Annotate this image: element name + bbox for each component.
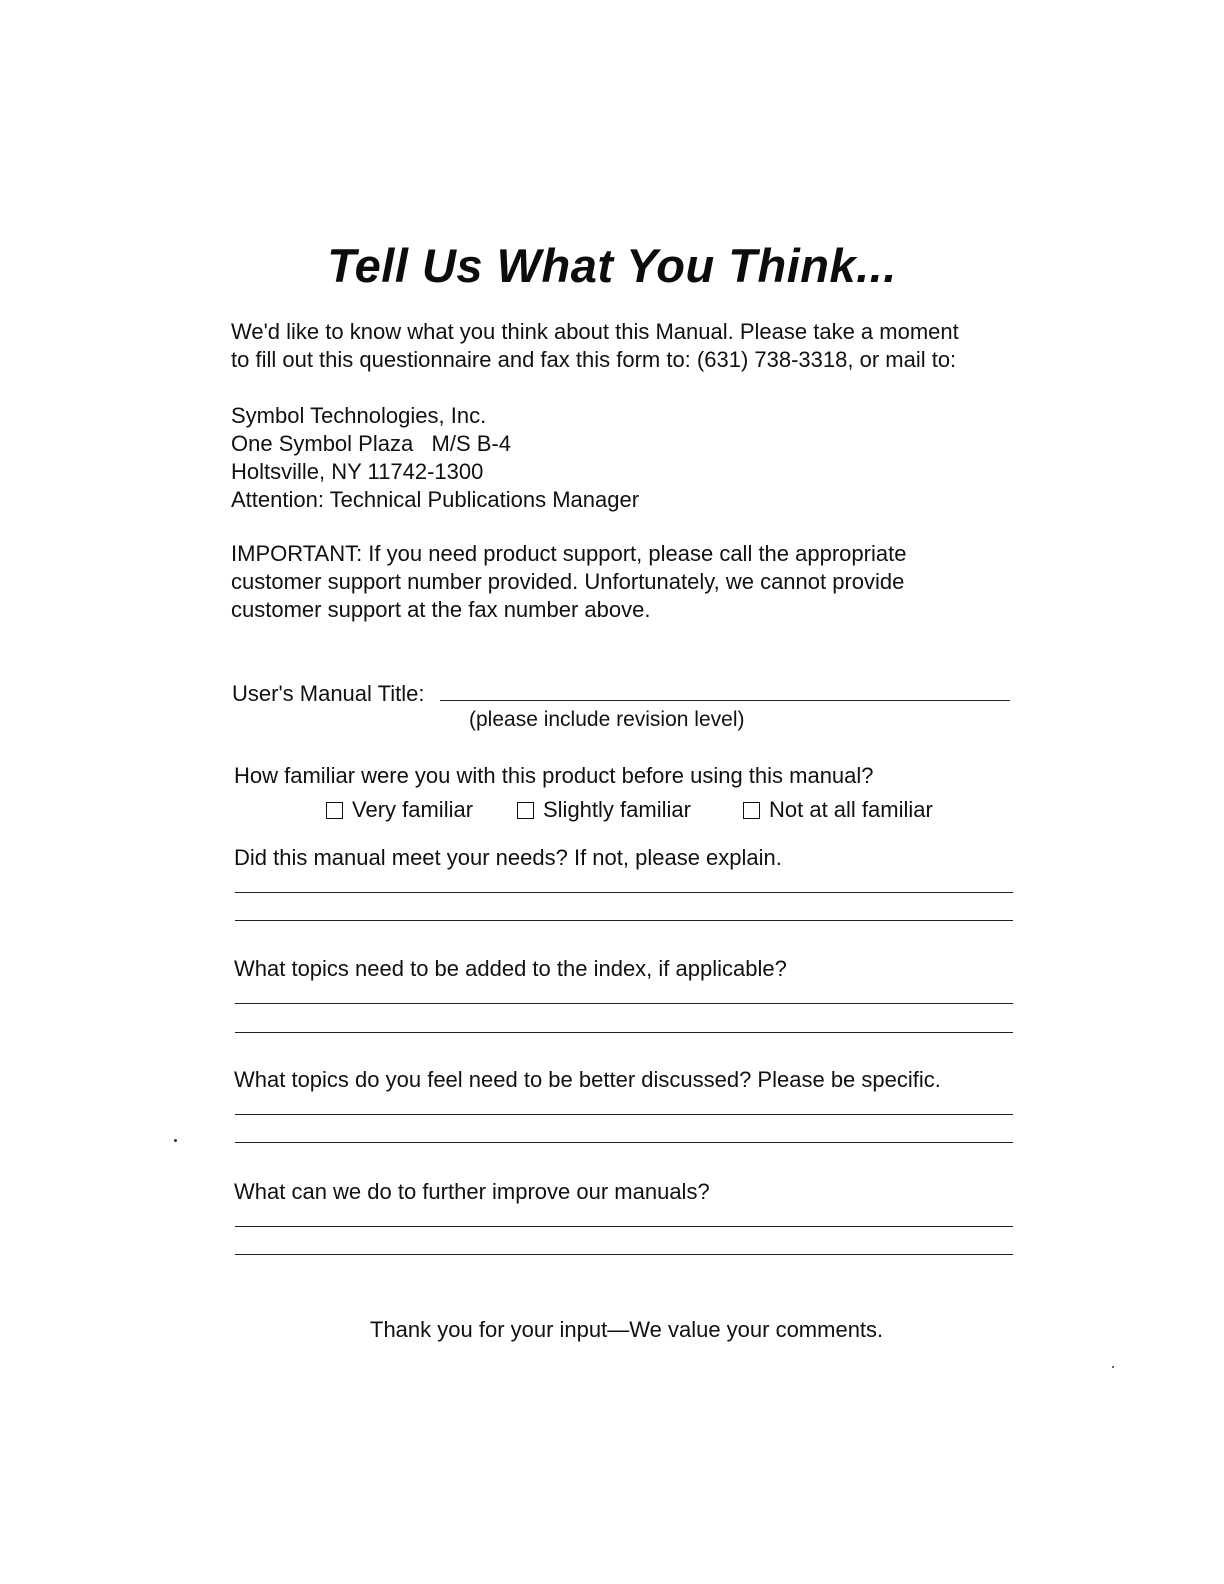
needs-question: Did this manual meet your needs? If not, please explain.: [234, 845, 782, 870]
intro-paragraph: [231, 318, 1051, 374]
important-line-3: customer support at the fax number above.: [231, 597, 651, 622]
option-slightly-familiar-label: Slightly familiar: [543, 797, 691, 822]
address-attention: Attention: Technical Publications Manager: [231, 487, 640, 512]
improve-question: What can we do to further improve our manuals?: [234, 1179, 710, 1204]
scan-speck: [1112, 1366, 1114, 1368]
improve-answer-line-2[interactable]: [235, 1254, 1013, 1255]
intro-line-2: to fill out this questionnaire and fax this form to: (631) 738-3318, or mail to:: [231, 347, 957, 372]
option-not-familiar-label: Not at all familiar: [769, 797, 933, 822]
needs-answer-line-1[interactable]: [235, 892, 1013, 893]
important-line-2: customer support number provided. Unfortunately, we cannot provide: [231, 569, 905, 594]
intro-line-1: We'd like to know what you think about this Manual. Please take a moment: [231, 319, 959, 344]
checkbox-slightly-familiar[interactable]: [517, 802, 534, 819]
page-title: Tell Us What You Think...: [327, 239, 897, 292]
improve-answer-line-1[interactable]: [235, 1226, 1013, 1227]
index-answer-line-2[interactable]: [235, 1032, 1013, 1033]
familiarity-question: How familiar were you with this product before using this manual?: [234, 763, 874, 788]
scan-speck: [174, 1139, 177, 1142]
important-line-1: IMPORTANT: If you need product support, please call the appropriate: [231, 541, 907, 566]
discuss-answer-line-1[interactable]: [235, 1114, 1013, 1115]
index-answer-line-1[interactable]: [235, 1003, 1013, 1004]
option-slightly-familiar[interactable]: [517, 796, 691, 824]
option-not-familiar[interactable]: [743, 796, 933, 824]
important-notice: [231, 540, 1051, 624]
checkbox-very-familiar[interactable]: [326, 802, 343, 819]
address-city: Holtsville, NY 11742-1300: [231, 459, 484, 484]
manual-title-hint: (please include revision level): [469, 708, 745, 731]
discuss-answer-line-2[interactable]: [235, 1142, 1013, 1143]
checkbox-not-familiar[interactable]: [743, 802, 760, 819]
needs-answer-line-2[interactable]: [235, 920, 1013, 921]
mailing-address: [231, 402, 1051, 514]
option-very-familiar-label: Very familiar: [352, 797, 474, 822]
option-very-familiar[interactable]: [326, 796, 473, 824]
address-street: One Symbol Plaza M/S B-4: [231, 431, 511, 456]
manual-title-field[interactable]: [440, 700, 1010, 701]
index-question: What topics need to be added to the index, if applicable?: [234, 956, 787, 981]
manual-title-label: User's Manual Title:: [232, 681, 425, 706]
discuss-question: What topics do you feel need to be better discussed? Please be specific.: [234, 1067, 941, 1092]
closing-message: Thank you for your input—We value your comments.: [370, 1317, 884, 1342]
address-company: Symbol Technologies, Inc.: [231, 403, 487, 428]
